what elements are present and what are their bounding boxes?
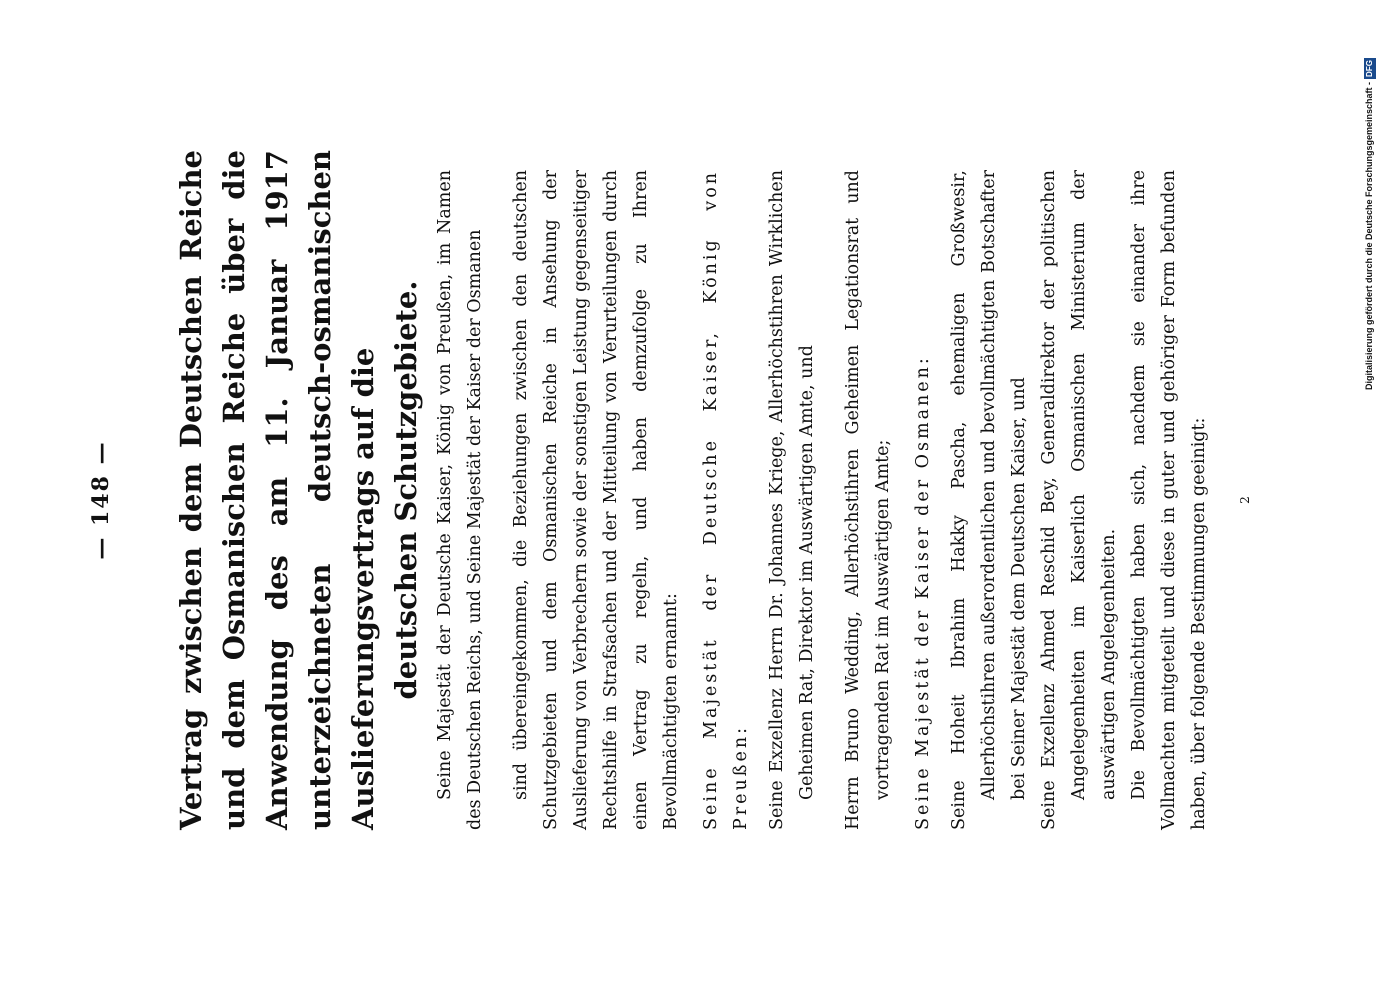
- document-body: [430, 170, 1214, 830]
- paragraph-plenipotentiaries: Die Bevollmächtigten haben sich, nachdem sie einander ihre Vollmachten mitgeteilt und diese in guter und gehöriger Form befunden haben, über folgende Bestimmungen geeinigt:: [1129, 170, 1209, 830]
- digitization-credit: [1361, 10, 1377, 390]
- dfg-logo: DFG: [1365, 60, 1374, 77]
- heading-ottoman-emperor: Seine Majestät der Kaiser der Osmanen:: [913, 355, 933, 830]
- paragraph-wedding: Herrn Bruno Wedding, Allerhöchstihren Geheimen Legationsrat und vortragenden Rat im Auswärtigen Amte;: [843, 170, 893, 830]
- credit-text: Digitalisierung gefördert durch die Deutsche Forschungsgemeinschaft -: [1364, 81, 1374, 390]
- page-number: — 148 —: [88, 440, 114, 560]
- heading-german-emperor: Seine Majestät der Deutsche Kaiser, König von Preußen:: [701, 170, 751, 830]
- document-title: [170, 150, 428, 830]
- paragraph-parties: Seine Majestät der Deutsche Kaiser, König von Preußen, im Namen des Deutschen Reichs, und Seine Majestät der Kaiser der Osmanen: [435, 170, 485, 830]
- title-last-line: deutschen Schutzgebiete.: [389, 280, 423, 700]
- paragraph-kriege: Seine Exzellenz Herrn Dr. Johannes Kriege, Allerhöchstihren Wirklichen Geheimen Rat, Direktor im Auswärtigen Amte, und: [767, 170, 817, 830]
- sheet-mark: 2: [1238, 496, 1252, 504]
- paragraph-reschid-bey: Seine Exzellenz Ahmed Reschid Bey, Generaldirektor der politischen Angelegenheiten im Kaiserlich Osmanischen Ministerium der auswärtigen Angelegenheiten.: [1039, 170, 1119, 830]
- paragraph-hakky-pascha: Seine Hoheit Ibrahim Hakky Pascha, ehemaligen Großwesir, Allerhöchstihren außerordentlichen und bevollmächtigten Botschafter bei Seiner Majestät dem Deutschen Kaiser, und: [949, 170, 1029, 830]
- paragraph-agreement: sind übereingekommen, die Beziehungen zwischen den deutschen Schutzgebieten und dem Osmanischen Reiche in Ansehung der Auslieferung von Verbrechern sowie der sonstigen Leistung gegenseitiger Rechtshilfe in Strafsachen und der Mitteilung von Verurteilungen durch einen Vertrag zu regeln, und haben demzufolge zu Ihren Bevollmächtigten ernannt:: [511, 170, 681, 830]
- title-main: Vertrag zwischen dem Deutschen Reiche und dem Osmanischen Reiche über die Anwendung des am 11. Januar 1917 unterzeichneten deutsch-osmanischen Auslieferungsvertrags auf die: [174, 150, 380, 830]
